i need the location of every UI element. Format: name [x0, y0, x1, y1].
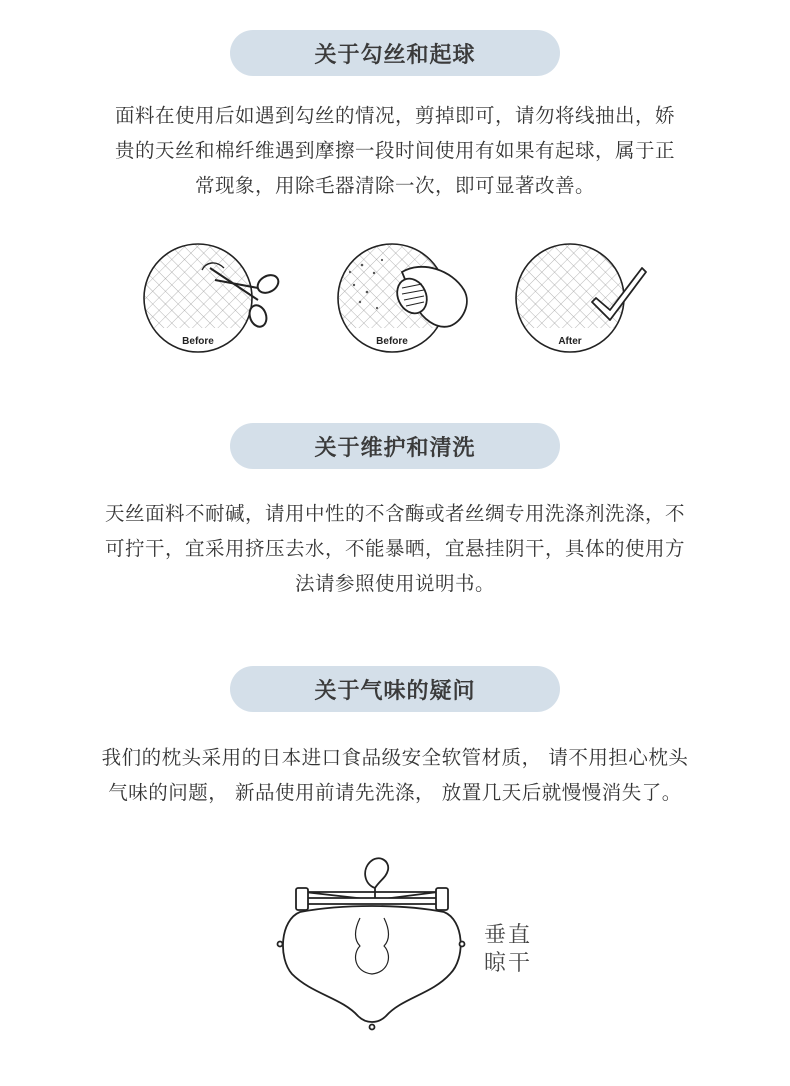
paragraph-odor: [50, 740, 740, 810]
hang-label-line-2: 晾干: [484, 951, 533, 976]
hanger-figure: [272, 848, 472, 1033]
paragraph-line: 我们的枕头采用的日本进口食品级安全软管材质， 请不用担心枕头: [101, 746, 689, 769]
paragraph-line: 天丝面料不耐碱，请用中性的不含酶或者丝绸专用洗涤剂洗涤，不: [104, 502, 685, 525]
section-title-care: 关于维护和清洗: [230, 423, 560, 469]
paragraph-line: 面料在使用后如遇到勾丝的情况，剪掉即可，请勿将线抽出，娇: [114, 104, 675, 127]
section-title-pilling: 关于勾丝和起球: [230, 30, 560, 76]
paragraph-line: 可拧干，宜采用挤压去水，不能暴晒，宜悬挂阴干，具体的使用方: [104, 537, 685, 560]
paragraph-line: 气味的问题， 新品使用前请先洗涤， 放置几天后就慢慢消失了。: [108, 781, 682, 804]
figure-label: Before: [376, 336, 408, 347]
section-title-odor: 关于气味的疑问: [230, 666, 560, 712]
paragraph-line: 常现象，用除毛器清除一次，即可显著改善。: [194, 174, 595, 197]
hanger-icon: [278, 858, 465, 1029]
paragraph-pilling: [50, 98, 740, 203]
hang-label-line-1: 垂直: [484, 923, 533, 948]
scissors-figure: [140, 240, 290, 360]
shaver-figure: [332, 240, 482, 360]
figure-label: Before: [182, 336, 214, 347]
after-figure: [510, 240, 660, 360]
figure-label: After: [558, 336, 582, 347]
paragraph-line: 贵的天丝和棉纤维遇到摩擦一段时间使用有如果有起球，属于正: [114, 139, 675, 162]
paragraph-line: 法请参照使用说明书。: [294, 572, 495, 595]
paragraph-care: [50, 496, 740, 601]
